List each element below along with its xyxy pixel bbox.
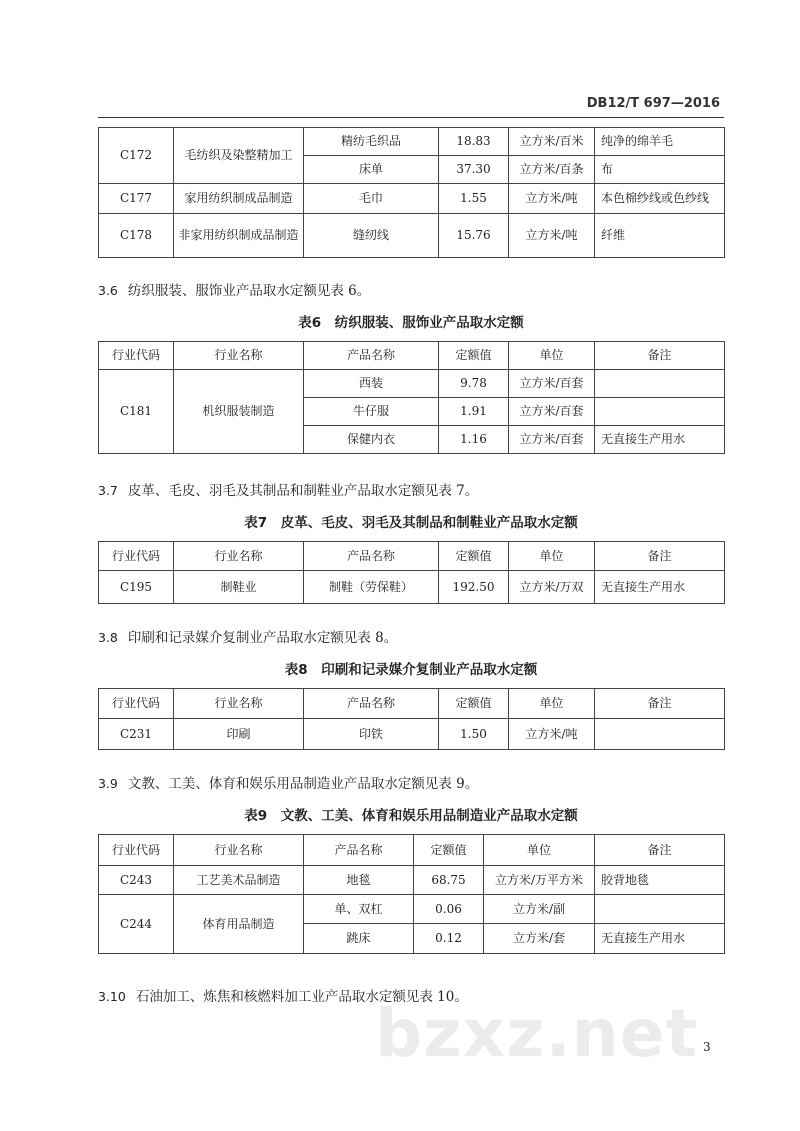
product-cell: 跳床	[304, 924, 414, 954]
code-cell: C244	[99, 895, 174, 954]
unit-cell: 立方米/万双	[509, 571, 595, 604]
value-cell: 1.50	[439, 719, 509, 750]
product-cell: 制鞋（劳保鞋）	[304, 571, 439, 604]
header-product: 产品名称	[304, 342, 439, 370]
product-cell: 保健内衣	[304, 426, 439, 454]
table8-caption: 表8 印刷和记录媒介复制业产品取水定额	[284, 662, 538, 678]
note-cell: 纯净的绵羊毛	[595, 128, 725, 156]
code-cell: C243	[99, 866, 174, 895]
code-cell: C172	[99, 128, 174, 184]
section-number: 3.10	[98, 989, 126, 1004]
header-unit: 单位	[509, 542, 595, 571]
unit-cell: 立方米/百米	[509, 128, 595, 156]
table-header-row	[99, 342, 725, 370]
code-cell: C178	[99, 214, 174, 258]
table-header-row	[99, 835, 725, 866]
document-id: DB12/T 697—2016	[586, 96, 720, 111]
section-number: 3.8	[98, 630, 118, 645]
unit-cell: 立方米/百套	[509, 426, 595, 454]
note-cell	[595, 895, 725, 924]
industry-cell: 工艺美术品制造	[174, 866, 304, 895]
table7-caption: 表7 皮革、毛皮、羽毛及其制品和制鞋业产品取水定额	[244, 515, 578, 531]
industry-cell: 印刷	[174, 719, 304, 750]
header-product: 产品名称	[304, 835, 414, 866]
section-text: 印刷和记录媒介复制业产品取水定额见表 8。	[127, 630, 398, 646]
header-value: 定额值	[439, 342, 509, 370]
value-cell: 68.75	[414, 866, 484, 895]
table-row	[99, 370, 725, 398]
value-cell: 0.12	[414, 924, 484, 954]
unit-cell: 立方米/吨	[509, 184, 595, 214]
table6-caption: 表6 纺织服装、服饰业产品取水定额	[298, 315, 524, 331]
unit-cell: 立方米/吨	[509, 719, 595, 750]
table-row	[99, 128, 725, 156]
header-industry: 行业名称	[174, 689, 304, 719]
unit-cell: 立方米/万平方米	[484, 866, 595, 895]
product-cell: 西装	[304, 370, 439, 398]
header-value: 定额值	[439, 542, 509, 571]
value-cell: 1.16	[439, 426, 509, 454]
value-cell: 9.78	[439, 370, 509, 398]
value-cell: 1.91	[439, 398, 509, 426]
header-industry: 行业名称	[174, 342, 304, 370]
unit-cell: 立方米/百套	[509, 370, 595, 398]
table-row	[99, 184, 725, 214]
table-row	[99, 571, 725, 604]
header-unit: 单位	[509, 342, 595, 370]
table8	[98, 688, 725, 750]
header-code: 行业代码	[99, 835, 174, 866]
note-cell	[595, 398, 725, 426]
header-product: 产品名称	[304, 689, 439, 719]
table-row	[99, 895, 725, 924]
header-note: 备注	[595, 342, 725, 370]
value-cell: 18.83	[439, 128, 509, 156]
table7	[98, 541, 725, 604]
value-cell: 1.55	[439, 184, 509, 214]
table9-caption: 表9 文教、工美、体育和娱乐用品制造业产品取水定额	[244, 808, 578, 824]
unit-cell: 立方米/百条	[509, 156, 595, 184]
unit-cell: 立方米/百套	[509, 398, 595, 426]
header-note: 备注	[595, 689, 725, 719]
unit-cell: 立方米/吨	[509, 214, 595, 258]
section-3-8	[98, 626, 397, 646]
code-cell: C231	[99, 719, 174, 750]
note-cell: 无直接生产用水	[595, 924, 725, 954]
industry-cell: 毛纺织及染整精加工	[174, 128, 304, 184]
note-cell	[595, 370, 725, 398]
section-text: 纺织服装、服饰业产品取水定额见表 6。	[127, 283, 371, 299]
watermark: bzxz.net	[375, 995, 699, 1072]
industry-cell: 制鞋业	[174, 571, 304, 604]
section-number: 3.9	[98, 776, 118, 791]
table-header-row	[99, 542, 725, 571]
unit-cell: 立方米/套	[484, 924, 595, 954]
section-text: 文教、工美、体育和娱乐用品制造业产品取水定额见表 9。	[127, 776, 479, 792]
table6	[98, 341, 725, 454]
product-cell: 床单	[304, 156, 439, 184]
table-row	[99, 719, 725, 750]
industry-cell: 体育用品制造	[174, 895, 304, 954]
header-code: 行业代码	[99, 689, 174, 719]
header-unit: 单位	[509, 689, 595, 719]
product-cell: 精纺毛织品	[304, 128, 439, 156]
header-value: 定额值	[439, 689, 509, 719]
header-rule	[98, 117, 724, 118]
industry-cell: 机织服装制造	[174, 370, 304, 454]
header-industry: 行业名称	[174, 542, 304, 571]
table-continued	[98, 127, 725, 258]
industry-cell: 家用纺织制成品制造	[174, 184, 304, 214]
unit-cell: 立方米/副	[484, 895, 595, 924]
product-cell: 缝纫线	[304, 214, 439, 258]
section-text: 皮革、毛皮、羽毛及其制品和制鞋业产品取水定额见表 7。	[127, 483, 479, 499]
industry-cell: 非家用纺织制成品制造	[174, 214, 304, 258]
code-cell: C177	[99, 184, 174, 214]
table-header-row	[99, 689, 725, 719]
note-cell: 纤维	[595, 214, 725, 258]
note-cell: 无直接生产用水	[595, 571, 725, 604]
note-cell: 无直接生产用水	[595, 426, 725, 454]
header-note: 备注	[595, 835, 725, 866]
section-3-7	[98, 479, 478, 499]
header-unit: 单位	[484, 835, 595, 866]
table-row	[99, 214, 725, 258]
value-cell: 15.76	[439, 214, 509, 258]
header-code: 行业代码	[99, 542, 174, 571]
header-product: 产品名称	[304, 542, 439, 571]
section-text: 石油加工、炼焦和核燃料加工业产品取水定额见表 10。	[135, 989, 468, 1005]
product-cell: 印铁	[304, 719, 439, 750]
note-cell: 胶背地毯	[595, 866, 725, 895]
note-cell: 本色棉纱线或色纱线	[595, 184, 725, 214]
header-note: 备注	[595, 542, 725, 571]
section-number: 3.7	[98, 483, 118, 498]
value-cell: 0.06	[414, 895, 484, 924]
product-cell: 毛巾	[304, 184, 439, 214]
code-cell: C195	[99, 571, 174, 604]
code-cell: C181	[99, 370, 174, 454]
header-code: 行业代码	[99, 342, 174, 370]
note-cell	[595, 719, 725, 750]
page-number: 3	[703, 1040, 711, 1054]
section-3-6	[98, 279, 370, 299]
note-cell: 布	[595, 156, 725, 184]
header-industry: 行业名称	[174, 835, 304, 866]
table9	[98, 834, 725, 954]
value-cell: 192.50	[439, 571, 509, 604]
table-row	[99, 866, 725, 895]
value-cell: 37.30	[439, 156, 509, 184]
product-cell: 牛仔服	[304, 398, 439, 426]
product-cell: 地毯	[304, 866, 414, 895]
product-cell: 单、双杠	[304, 895, 414, 924]
header-value: 定额值	[414, 835, 484, 866]
section-3-9	[98, 772, 478, 792]
section-number: 3.6	[98, 283, 118, 298]
